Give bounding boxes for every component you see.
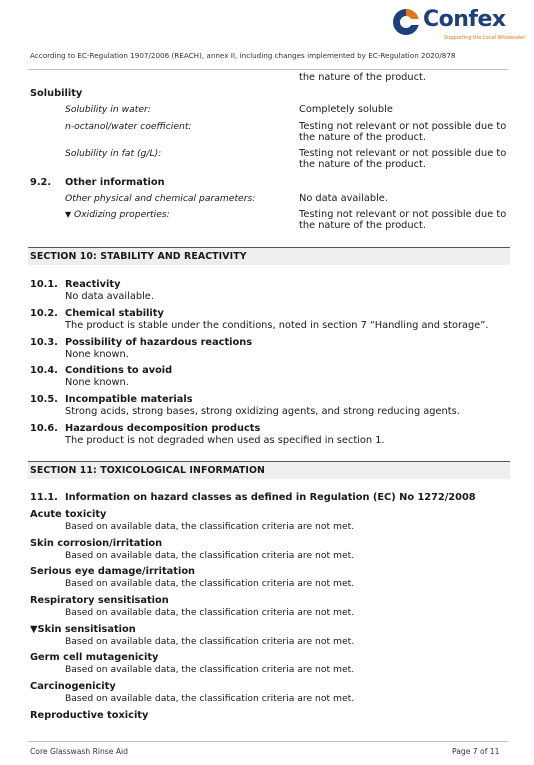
tox-item-text: Based on available data, the classification criteria are not met.: [65, 636, 355, 647]
oxid-label: Oxidizing properties:: [74, 209, 170, 220]
sec10-item-text: Strong acids, strong bases, strong oxidizing agents, and strong reducing agents.: [65, 406, 460, 417]
tox-item-title: Serious eye damage/irritation: [30, 566, 196, 577]
other-title: Other information: [65, 177, 165, 188]
tox-item-title: Acute toxicity: [30, 509, 107, 520]
tox-item-title: Reproductive toxicity: [30, 710, 149, 721]
tox-item-title: ▼Skin sensitisation: [30, 624, 136, 635]
fat-label: Solubility in fat (g/L):: [65, 148, 162, 159]
sol-water-label: Solubility in water:: [65, 104, 151, 115]
sec10-item-title: Hazardous decomposition products: [65, 423, 261, 434]
sec10-item-text: None known.: [65, 349, 129, 360]
sec10-item-text: No data available.: [65, 291, 154, 302]
confex-logo: [392, 6, 526, 44]
sec10-item-num: 10.2.: [30, 308, 58, 319]
solubility-title: Solubility: [30, 88, 83, 99]
sec10-item-num: 10.4.: [30, 365, 58, 376]
tox-item-text: Based on available data, the classification criteria are not met.: [65, 693, 355, 704]
fat-value-2: the nature of the product.: [299, 159, 426, 170]
sec10-item-title: Possibility of hazardous reactions: [65, 337, 253, 348]
other-phys-label: Other physical and chemical parameters:: [65, 193, 256, 204]
sec10-item-num: 10.5.: [30, 394, 58, 405]
tox-item-text: Based on available data, the classification criteria are not met.: [65, 578, 355, 589]
tox-item-text: Based on available data, the classification criteria are not met.: [65, 664, 355, 675]
sol-water-value: Completely soluble: [299, 104, 393, 115]
sec10-item-text: The product is stable under the conditions, noted in section 7 “Handling and storage”.: [65, 320, 489, 331]
sec11-sub-num: 11.1.: [30, 492, 58, 503]
sec10-item-text: None known.: [65, 377, 129, 388]
section-10-title: SECTION 10: STABILITY AND REACTIVITY: [30, 251, 247, 262]
confex-mark-icon: [392, 8, 420, 36]
sec10-item-num: 10.1.: [30, 279, 58, 290]
sec10-item-title: Conditions to avoid: [65, 365, 173, 376]
carry-over-value: the nature of the product.: [299, 72, 426, 83]
brand-tagline: Supporting the Local Wholesaler: [444, 35, 526, 41]
footer-page-number: Page 7 of 11: [452, 747, 500, 756]
sec10-item-title: Reactivity: [65, 279, 121, 290]
header-divider: [28, 69, 508, 70]
section-11-heading: [28, 461, 510, 479]
tox-item-title: Carcinogenicity: [30, 681, 116, 692]
tox-item-title: Germ cell mutagenicity: [30, 652, 159, 663]
oxid-marker: ▼: [65, 210, 72, 219]
oxid-value-2: the nature of the product.: [299, 220, 426, 231]
other-phys-value: No data available.: [299, 193, 388, 204]
regulation-line: According to EC-Regulation 1907/2006 (REACH), annex II, including changes implemented by EC-Regulation 2020/878: [30, 51, 456, 60]
section-10-heading: [28, 247, 510, 265]
octanol-label: n-octanol/water coefficient:: [65, 121, 192, 132]
section-11-title: SECTION 11: TOXICOLOGICAL INFORMATION: [30, 465, 266, 476]
sec10-item-title: Incompatible materials: [65, 394, 193, 405]
sec10-item-num: 10.3.: [30, 337, 58, 348]
tox-item-title: Skin corrosion/irritation: [30, 538, 163, 549]
brand-name: Confex: [423, 7, 506, 32]
sec11-sub-title: Information on hazard classes as defined in Regulation (EC) No 1272/2008: [65, 492, 476, 503]
tox-item-text: Based on available data, the classification criteria are not met.: [65, 550, 355, 561]
sec10-item-num: 10.6.: [30, 423, 58, 434]
octanol-value-1: Testing not relevant or not possible due to: [299, 121, 507, 132]
footer-product: Core Glasswash Rinse Aid: [30, 747, 128, 756]
oxid-value-1: Testing not relevant or not possible due to: [299, 209, 507, 220]
sec10-item-title: Chemical stability: [65, 308, 164, 319]
fat-value-1: Testing not relevant or not possible due to: [299, 148, 507, 159]
footer-divider: [28, 741, 508, 742]
tox-item-text: Based on available data, the classification criteria are not met.: [65, 521, 355, 532]
octanol-value-2: the nature of the product.: [299, 132, 426, 143]
other-num: 9.2.: [30, 177, 52, 188]
tox-item-text: Based on available data, the classification criteria are not met.: [65, 607, 355, 618]
sec10-item-text: The product is not degraded when used as specified in section 1.: [65, 435, 385, 446]
tox-item-title: Respiratory sensitisation: [30, 595, 169, 606]
